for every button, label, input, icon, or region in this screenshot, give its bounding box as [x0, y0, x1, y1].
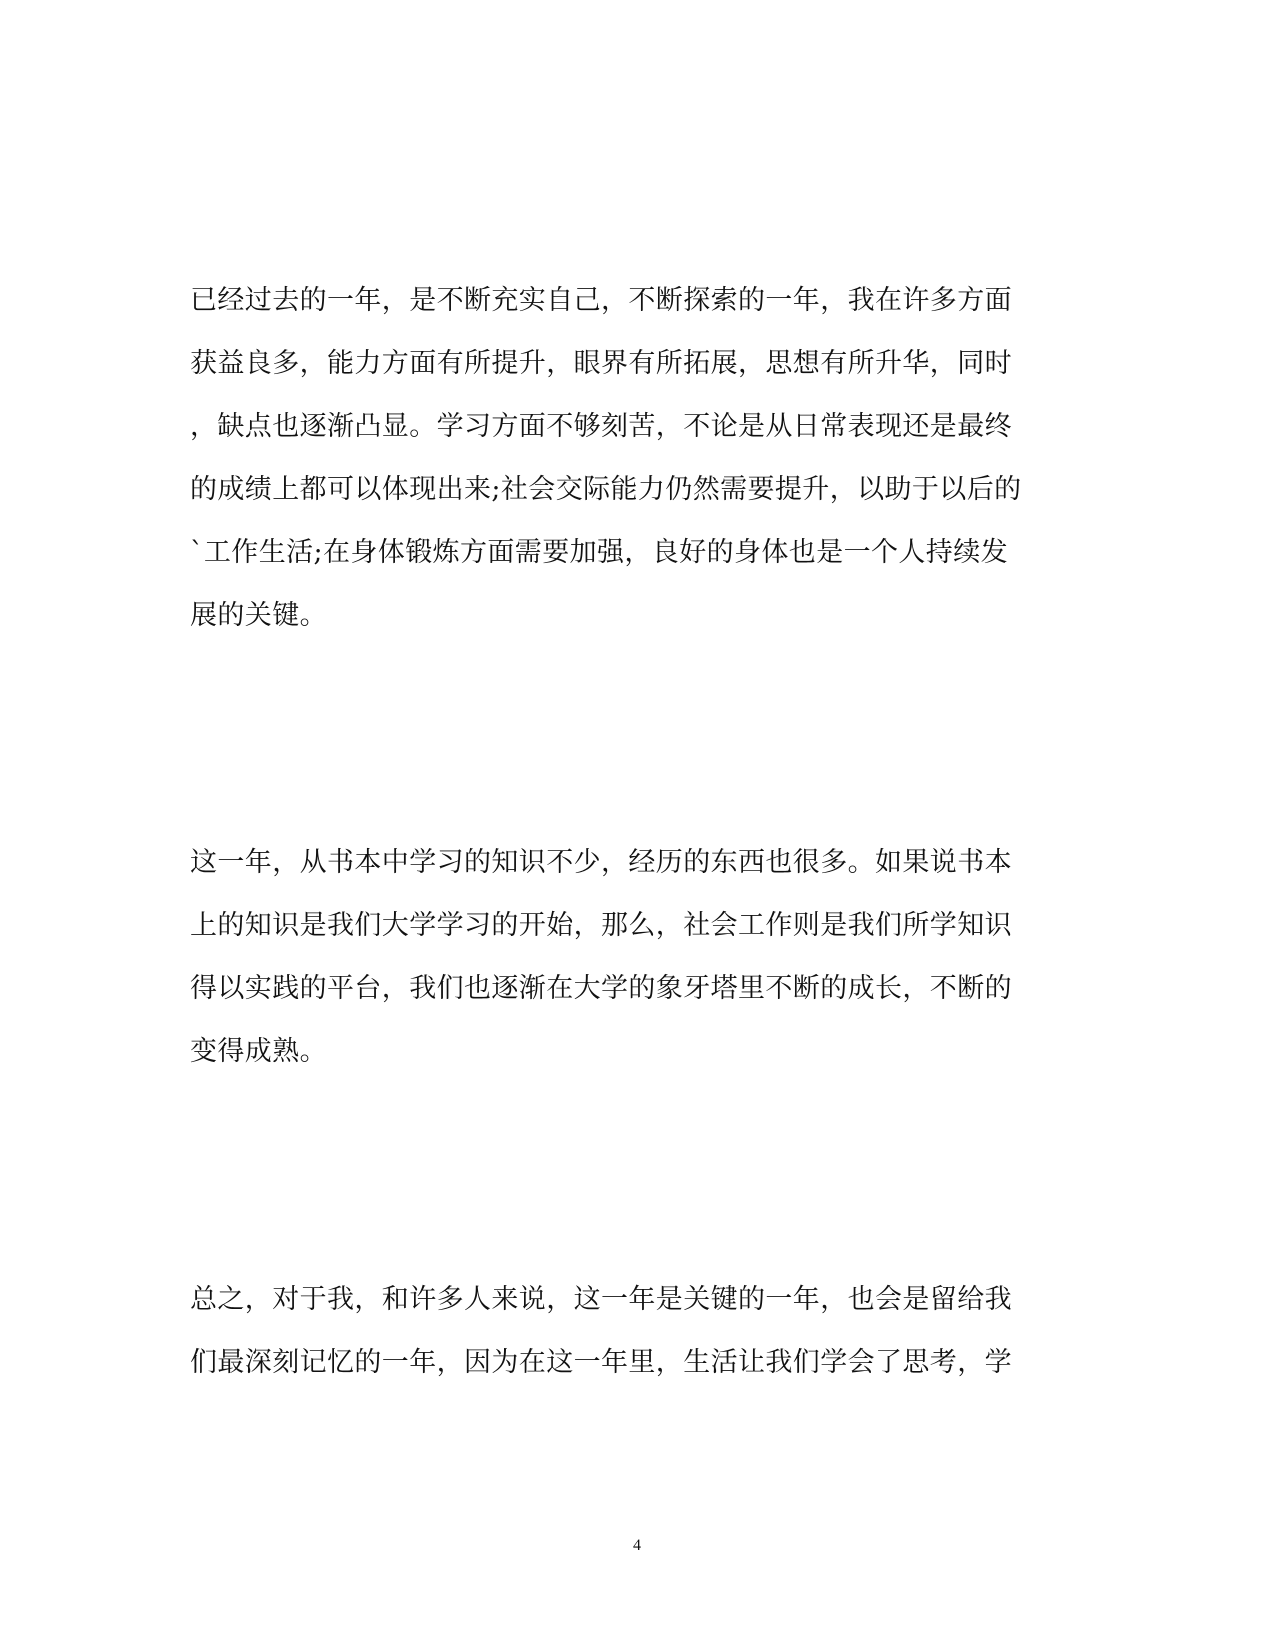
- paragraph-1-line-4: 的成绩上都可以体现出来;社会交际能力仍然需要提升，以助于以后的: [190, 474, 1022, 505]
- paragraph-3-line-2: 们最深刻记忆的一年，因为在这一年里，生活让我们学会了思考，学: [190, 1347, 1012, 1378]
- paragraph-2-line-3: 得以实践的平台，我们也逐渐在大学的象牙塔里不断的成长，不断的: [190, 973, 1012, 1004]
- page-number: 4: [633, 1537, 641, 1554]
- paragraph-1-line-6: 展的关键。: [190, 600, 327, 631]
- paragraph-2-line-4: 变得成熟。: [190, 1036, 327, 1067]
- paragraph-1-line-3: ，缺点也逐渐凸显。学习方面不够刻苦，不论是从日常表现还是最终: [190, 411, 1012, 442]
- paragraph-1-line-1: 已经过去的一年，是不断充实自己，不断探索的一年，我在许多方面: [190, 285, 1012, 316]
- paragraph-2-line-1: 这一年，从书本中学习的知识不少，经历的东西也很多。如果说书本: [190, 847, 1012, 878]
- paragraph-2-line-2: 上的知识是我们大学学习的开始，那么，社会工作则是我们所学知识: [190, 910, 1012, 941]
- paragraph-1-line-2: 获益良多，能力方面有所提升，眼界有所拓展，思想有所升华，同时: [190, 348, 1012, 379]
- paragraph-1-line-5: `工作生活;在身体锻炼方面需要加强，良好的身体也是一个人持续发: [190, 537, 1008, 568]
- paragraph-3-line-1: 总之，对于我，和许多人来说，这一年是关键的一年，也会是留给我: [190, 1284, 1012, 1315]
